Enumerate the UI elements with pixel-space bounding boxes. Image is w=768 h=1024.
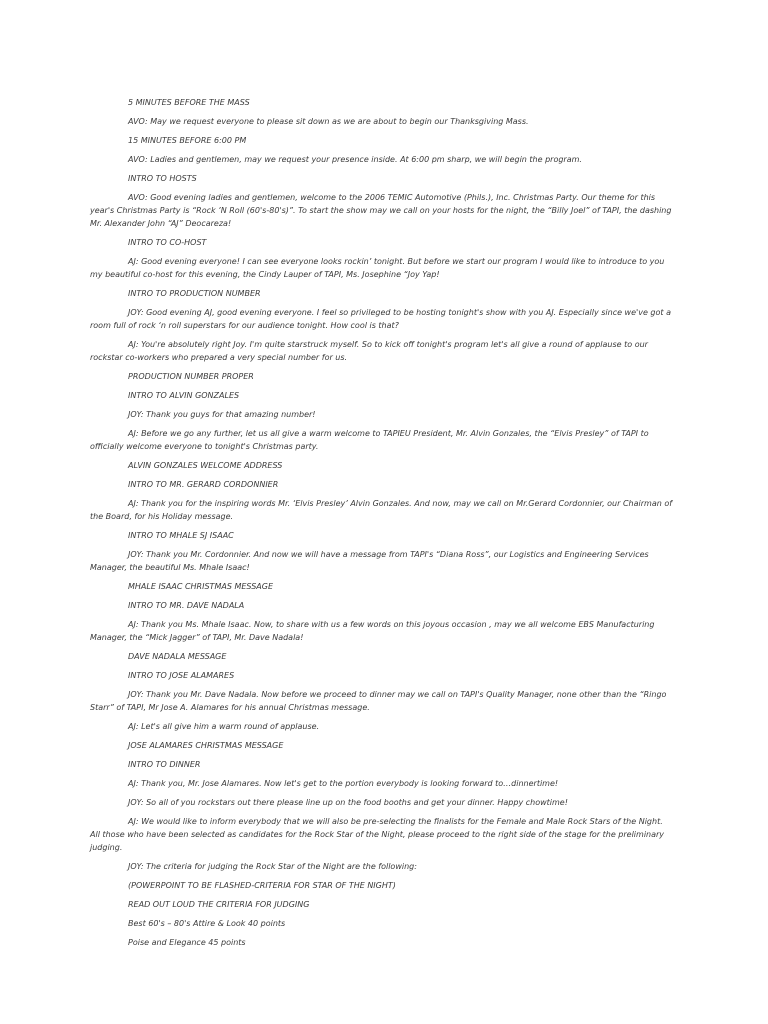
paragraph: AJ: Thank you, Mr. Jose Alamares. Now let's get to the portion everybody is looking forward to…dinnertime! [128,779,559,788]
paragraph: AVO: Good evening ladies and gentlemen, welcome to the 2006 TEMIC Automotive (Phils.), Inc. Christmas Party. Our theme for this year's Christmas Party is “Rock ’N Roll (60's-80's)”. To start the show may we call on your hosts for the night, the “Billy Joel” of TAPI, the dashing Mr. Alexander John “AJ” Deocareza! [90,193,672,228]
paragraph: ALVIN GONZALES WELCOME ADDRESS [128,461,283,470]
paragraph: INTRO TO DINNER [128,760,201,769]
paragraph: AJ: We would like to inform everybody that we will also be pre-selecting the finalists for the Female and Male Rock Stars of the Night. All those who have been selected as candidates for the Rock Star of the Night, please proceed to the right side of the stage for the preliminary judging. [90,817,665,852]
paragraph: AJ: Let's all give him a warm round of applause. [128,722,320,731]
paragraph: AJ: You're absolutely right Joy. I'm quite starstruck myself. So to kick off tonight's program let's all give a round of applause to our rockstar co-workers who prepared a very special number for us. [90,340,648,362]
paragraph: READ OUT LOUD THE CRITERIA FOR JUDGING [128,900,310,909]
paragraph: INTRO TO MR. GERARD CORDONNIER [128,480,279,489]
paragraph: DAVE NADALA MESSAGE [128,652,227,661]
paragraph: PRODUCTION NUMBER PROPER [128,372,254,381]
paragraph: MHALE ISAAC CHRISTMAS MESSAGE [128,582,273,591]
paragraph: 15 MINUTES BEFORE 6:00 PM [128,136,247,145]
paragraph: JOSE ALAMARES CHRISTMAS MESSAGE [128,741,284,750]
paragraph: JOY: So all of you rockstars out there please line up on the food booths and get your dinner. Happy chowtime! [128,798,568,807]
document-body [90,96,675,955]
paragraph: INTRO TO MHALE SJ ISAAC [128,531,234,540]
paragraph: AVO: May we request everyone to please sit down as we are about to begin our Thanksgiving Mass. [128,117,529,126]
paragraph: JOY: Thank you Mr. Cordonnier. And now we will have a message from TAPI's “Diana Ross”, our Logistics and Engineering Services Manager, the beautiful Ms. Mhale Isaac! [90,550,649,572]
paragraph: AJ: Thank you for the inspiring words Mr. ‘Elvis Presley’ Alvin Gonzales. And now, may we call on Mr.Gerard Cordonnier, our Chairman of the Board, for his Holiday message. [90,499,673,521]
paragraph: JOY: The criteria for judging the Rock Star of the Night are the following: [128,862,417,871]
paragraph: (POWERPOINT TO BE FLASHED-CRITERIA FOR STAR OF THE NIGHT) [128,881,396,890]
paragraph: INTRO TO CO-HOST [128,238,207,247]
paragraph: INTRO TO MR. DAVE NADALA [128,601,245,610]
paragraph: INTRO TO ALVIN GONZALES [128,391,240,400]
paragraph: 5 MINUTES BEFORE THE MASS [128,98,250,107]
paragraph: INTRO TO JOSE ALAMARES [128,671,235,680]
paragraph: AVO: Ladies and gentlemen, may we request your presence inside. At 6:00 pm sharp, we will begin the program. [128,155,582,164]
paragraph: INTRO TO PRODUCTION NUMBER [128,289,261,298]
paragraph: AJ: Good evening everyone! I can see everyone looks rockin’ tonight. But before we start our program I would like to introduce to you my beautiful co-host for this evening, the Cindy Lauper of TAPI, Ms. Josephine “Joy Yap! [90,257,665,279]
paragraph: INTRO TO HOSTS [128,174,197,183]
paragraph: JOY: Good evening AJ, good evening everyone. I feel so privileged to be hosting tonight's show with you AJ. Especially since we've got a room full of rock ‘n roll superstars for our audience tonight. How cool is that? [90,308,671,330]
paragraph: JOY: Thank you Mr. Dave Nadala. Now before we proceed to dinner may we call on TAPI's Quality Manager, none other than the “Ringo Starr” of TAPI, Mr Jose A. Alamares for his annual Christmas message. [90,690,667,712]
paragraph: Poise and Elegance 45 points [128,938,246,947]
paragraph: AJ: Thank you Ms. Mhale Isaac. Now, to share with us a few words on this joyous occasion , may we all welcome EBS Manufacturing Manager, the “Mick Jagger” of TAPI, Mr. Dave Nadala! [90,620,655,642]
paragraph: AJ: Before we go any further, let us all give a warm welcome to TAPIEU President, Mr. Alvin Gonzales, the “Elvis Presley” of TAPI to officially welcome everyone to tonight's Christmas party. [90,429,649,451]
paragraph: Best 60's – 80's Attire & Look 40 points [128,919,286,928]
paragraph: JOY: Thank you guys for that amazing number! [128,410,316,419]
